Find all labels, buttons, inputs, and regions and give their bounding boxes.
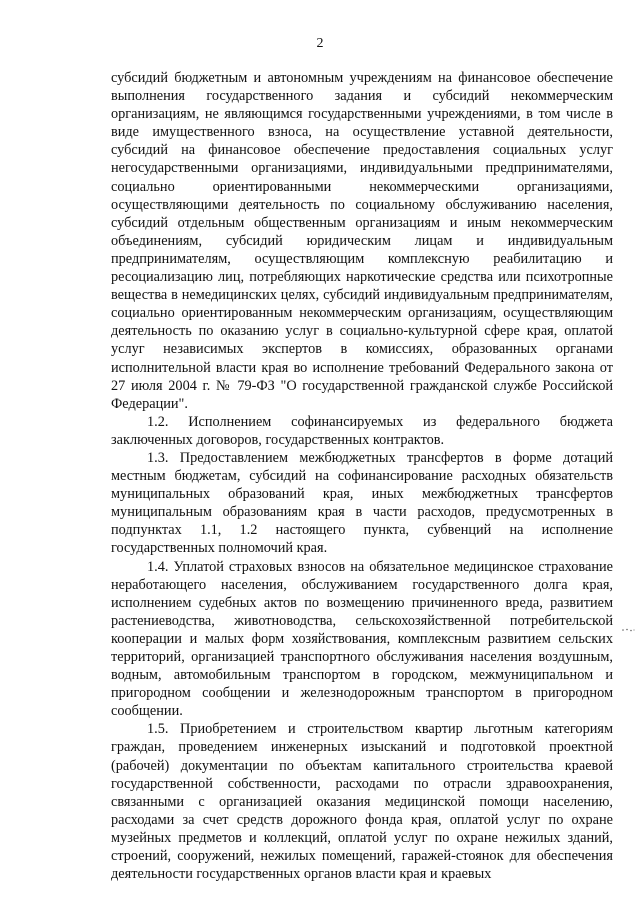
- paragraph-1-3: 1.3. Предоставлением межбюджетных трансфертов в форме дотаций местным бюджетам, субсидий на софинансирование расходных обязательств муниципальных образований края, иных межбюджетных трансфертов муниципальным образованиям края в части расходов, предусмотренных в подпунктах 1.1, 1.2 настоящего пункта, субвенций на исполнение государственных полномочий края.: [111, 449, 613, 557]
- page-number: 2: [316, 36, 324, 51]
- scan-dots-icon: [621, 627, 635, 633]
- document-body: [111, 69, 613, 883]
- scan-artifact: [621, 625, 635, 635]
- paragraph-1-5: 1.5. Приобретением и строительством квартир льготным категориям граждан, проведением инженерных изысканий и подготовкой проектной (рабочей) документации по объектам капитального строительства краевой государственной собственности, расходами по отрасли здравоохранения, связанными с организацией оказания медицинской помощи населению, расходами за счет средств дорожного фонда края, оплатой услуг по охране музейных предметов и коллекций, оплатой услуг по охране нежилых зданий, строений, сооружений, нежилых помещений, гаражей-стоянок для обеспечения деятельности государственных органов власти края и краевых: [111, 721, 613, 883]
- paragraph-1-4: 1.4. Уплатой страховых взносов на обязательное медицинское страхование неработающего населения, обслуживанием государственного долга края, исполнением судебных актов по возмещению причиненного вреда, развитием растениеводства, животноводства, сельскохозяйственной потребительской кооперации и малых форм хозяйствования, комплексным развитием сельских территорий, организацией транспортного обслуживания населения воздушным, водным, автомобильным транспортом в городском, межмуниципальном и пригородном сообщении и железнодорожным транспортом в пригородном сообщении.: [111, 558, 613, 720]
- paragraph-continuation: субсидий бюджетным и автономным учреждениям на финансовое обеспечение выполнения государственного задания и субсидий некоммерческим организациям, не являющимся государственными учреждениями, в том числе в виде имущественного взноса, на осуществление уставной деятельности, субсидий на финансовое обеспечение предоставления социальных услуг негосударственными организациями, индивидуальными предпринимателями, социально ориентированными некоммерческими организациями, осуществляющими деятельность по социальному обслуживанию населения, субсидий отдельным общественным организациям и иным некоммерческим объединениям, субсидий юридическим лицам и индивидуальным предпринимателям, осуществляющим комплексную реабилитацию и ресоциализацию лиц, потребляющих наркотические средства или психотропные вещества в немедицинских целях, субсидий индивидуальным предпринимателям, социально ориентированным некоммерческим организациям, осуществляющим деятельность по оказанию услуг в социально-культурной сфере края, оплатой услуг независимых экспертов в комиссиях, образованных органами исполнительной власти края во исполнение требований Федерального закона от 27 июля 2004 г. № 79-ФЗ "О государственной гражданской службе Российской Федерации".: [111, 70, 613, 412]
- paragraph-1-2: 1.2. Исполнением софинансируемых из федерального бюджета заключенных договоров, государственных контрактов.: [111, 413, 613, 448]
